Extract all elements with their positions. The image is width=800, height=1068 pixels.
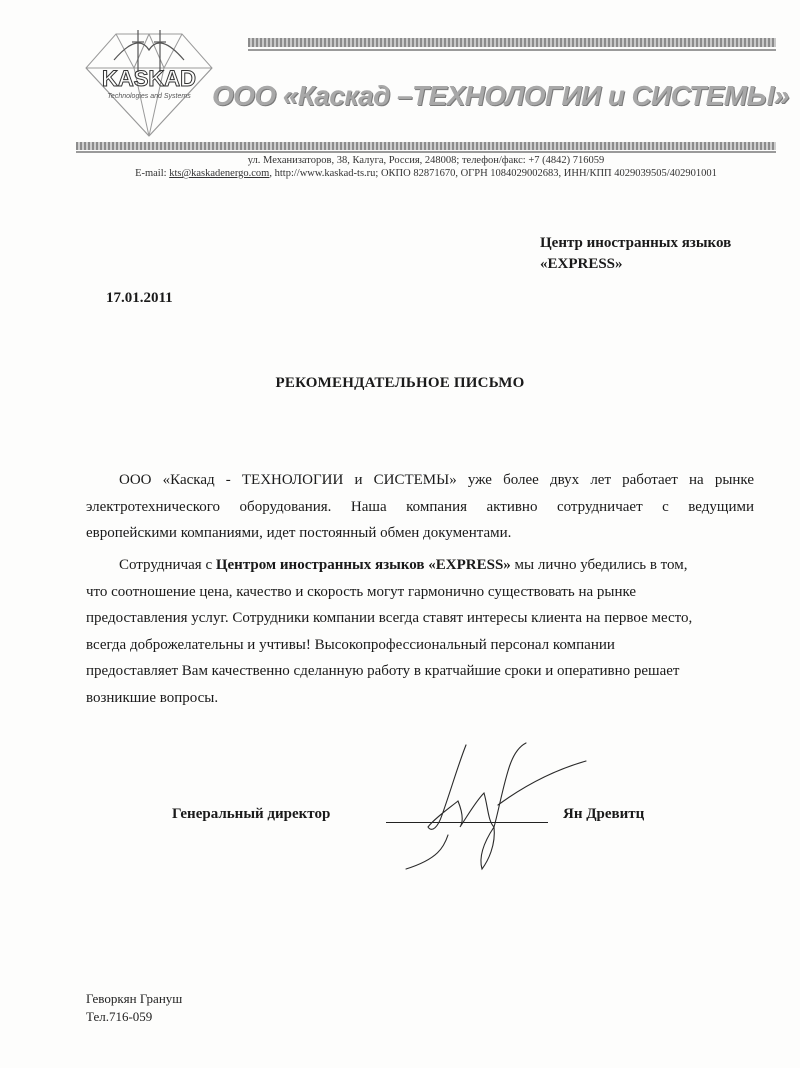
paragraph-1-line: европейскими компаниями, идет постоянный обмен документами. bbox=[86, 525, 512, 541]
contact-email-label: E-mail: bbox=[135, 168, 170, 179]
paragraph-1-line: ООО «Каскад - ТЕХНОЛОГИИ и СИСТЕМЫ» уже более двух лет работает на рынке bbox=[119, 472, 754, 488]
addressee-line1: Центр иностранных языков bbox=[540, 235, 732, 251]
paragraph-2-suffix: мы лично убедились в том, bbox=[510, 557, 688, 573]
contact-requisites-text: , http://www.kaskad-ts.ru; ОКПО 82871670, ОГРН 1084029002683, ИНН/КПП 4029039505/402901001 bbox=[269, 168, 717, 179]
contact-address-line: ул. Механизаторов, 38, Калуга, Россия, 248008; телефон/факс: +7 (4842) 716059 bbox=[247, 155, 605, 166]
letter-heading: РЕКОМЕНДАТЕЛЬНОЕ ПИСЬМО bbox=[275, 375, 525, 391]
paragraph-2-line: возникшие вопросы. bbox=[86, 689, 219, 706]
paragraph-2-first-line bbox=[86, 552, 754, 579]
logo-subtext: Technologies and Systems bbox=[107, 93, 191, 100]
signatory-name: Ян Древитц bbox=[563, 806, 645, 822]
letterhead-top-rule-thin bbox=[248, 49, 776, 51]
paragraph-1-line: электротехнического оборудования. Наша компания активно сотрудничает с ведущими bbox=[86, 498, 754, 515]
paragraph-2-line: предоставляет Вам качественно сделанную работу в кратчайшие сроки и оперативно решает bbox=[86, 663, 680, 679]
signatory-title: Генеральный директор bbox=[172, 806, 331, 822]
paragraph-2 bbox=[86, 552, 754, 711]
contact-person bbox=[86, 990, 182, 1026]
company-name: ООО «Каскад –ТЕХНОЛОГИИ и СИСТЕМЫ» bbox=[212, 80, 789, 111]
company-logo bbox=[74, 20, 224, 140]
letterhead-bottom-rule bbox=[76, 142, 776, 150]
paragraph-2-bold-partner: Центром иностранных языков «EXPRESS» bbox=[215, 557, 511, 573]
paragraph-2-prefix: Сотрудничая с bbox=[119, 557, 216, 573]
paragraph-2-line: предоставления услуг. Сотрудники компании всегда ставят интересы клиента на первое место, bbox=[86, 610, 693, 626]
paragraph-1 bbox=[86, 467, 754, 547]
contact-person-phone: Тел.716-059 bbox=[86, 1009, 153, 1024]
paragraph-2-line: всегда доброжелательны и учтивы! Высокопрофессиональный персонал компании bbox=[86, 636, 615, 653]
letter-date: 17.01.2011 bbox=[106, 290, 173, 306]
contact-email-link[interactable]: kts@kaskadenergo.com bbox=[169, 168, 270, 179]
letterhead-top-rule bbox=[248, 38, 776, 47]
addressee bbox=[540, 233, 731, 275]
letterhead-bottom-rule-thin bbox=[76, 151, 776, 153]
paragraph-2-line: что соотношение цена, качество и скорость могут гармонично существовать на рынке bbox=[86, 583, 637, 600]
logo-wordmark: KASKAD bbox=[101, 66, 197, 91]
handwritten-signature bbox=[398, 735, 598, 875]
addressee-line2: «EXPRESS» bbox=[540, 256, 623, 272]
contact-requisites-line bbox=[76, 168, 776, 179]
contact-person-name: Геворкян Грануш bbox=[86, 991, 183, 1006]
